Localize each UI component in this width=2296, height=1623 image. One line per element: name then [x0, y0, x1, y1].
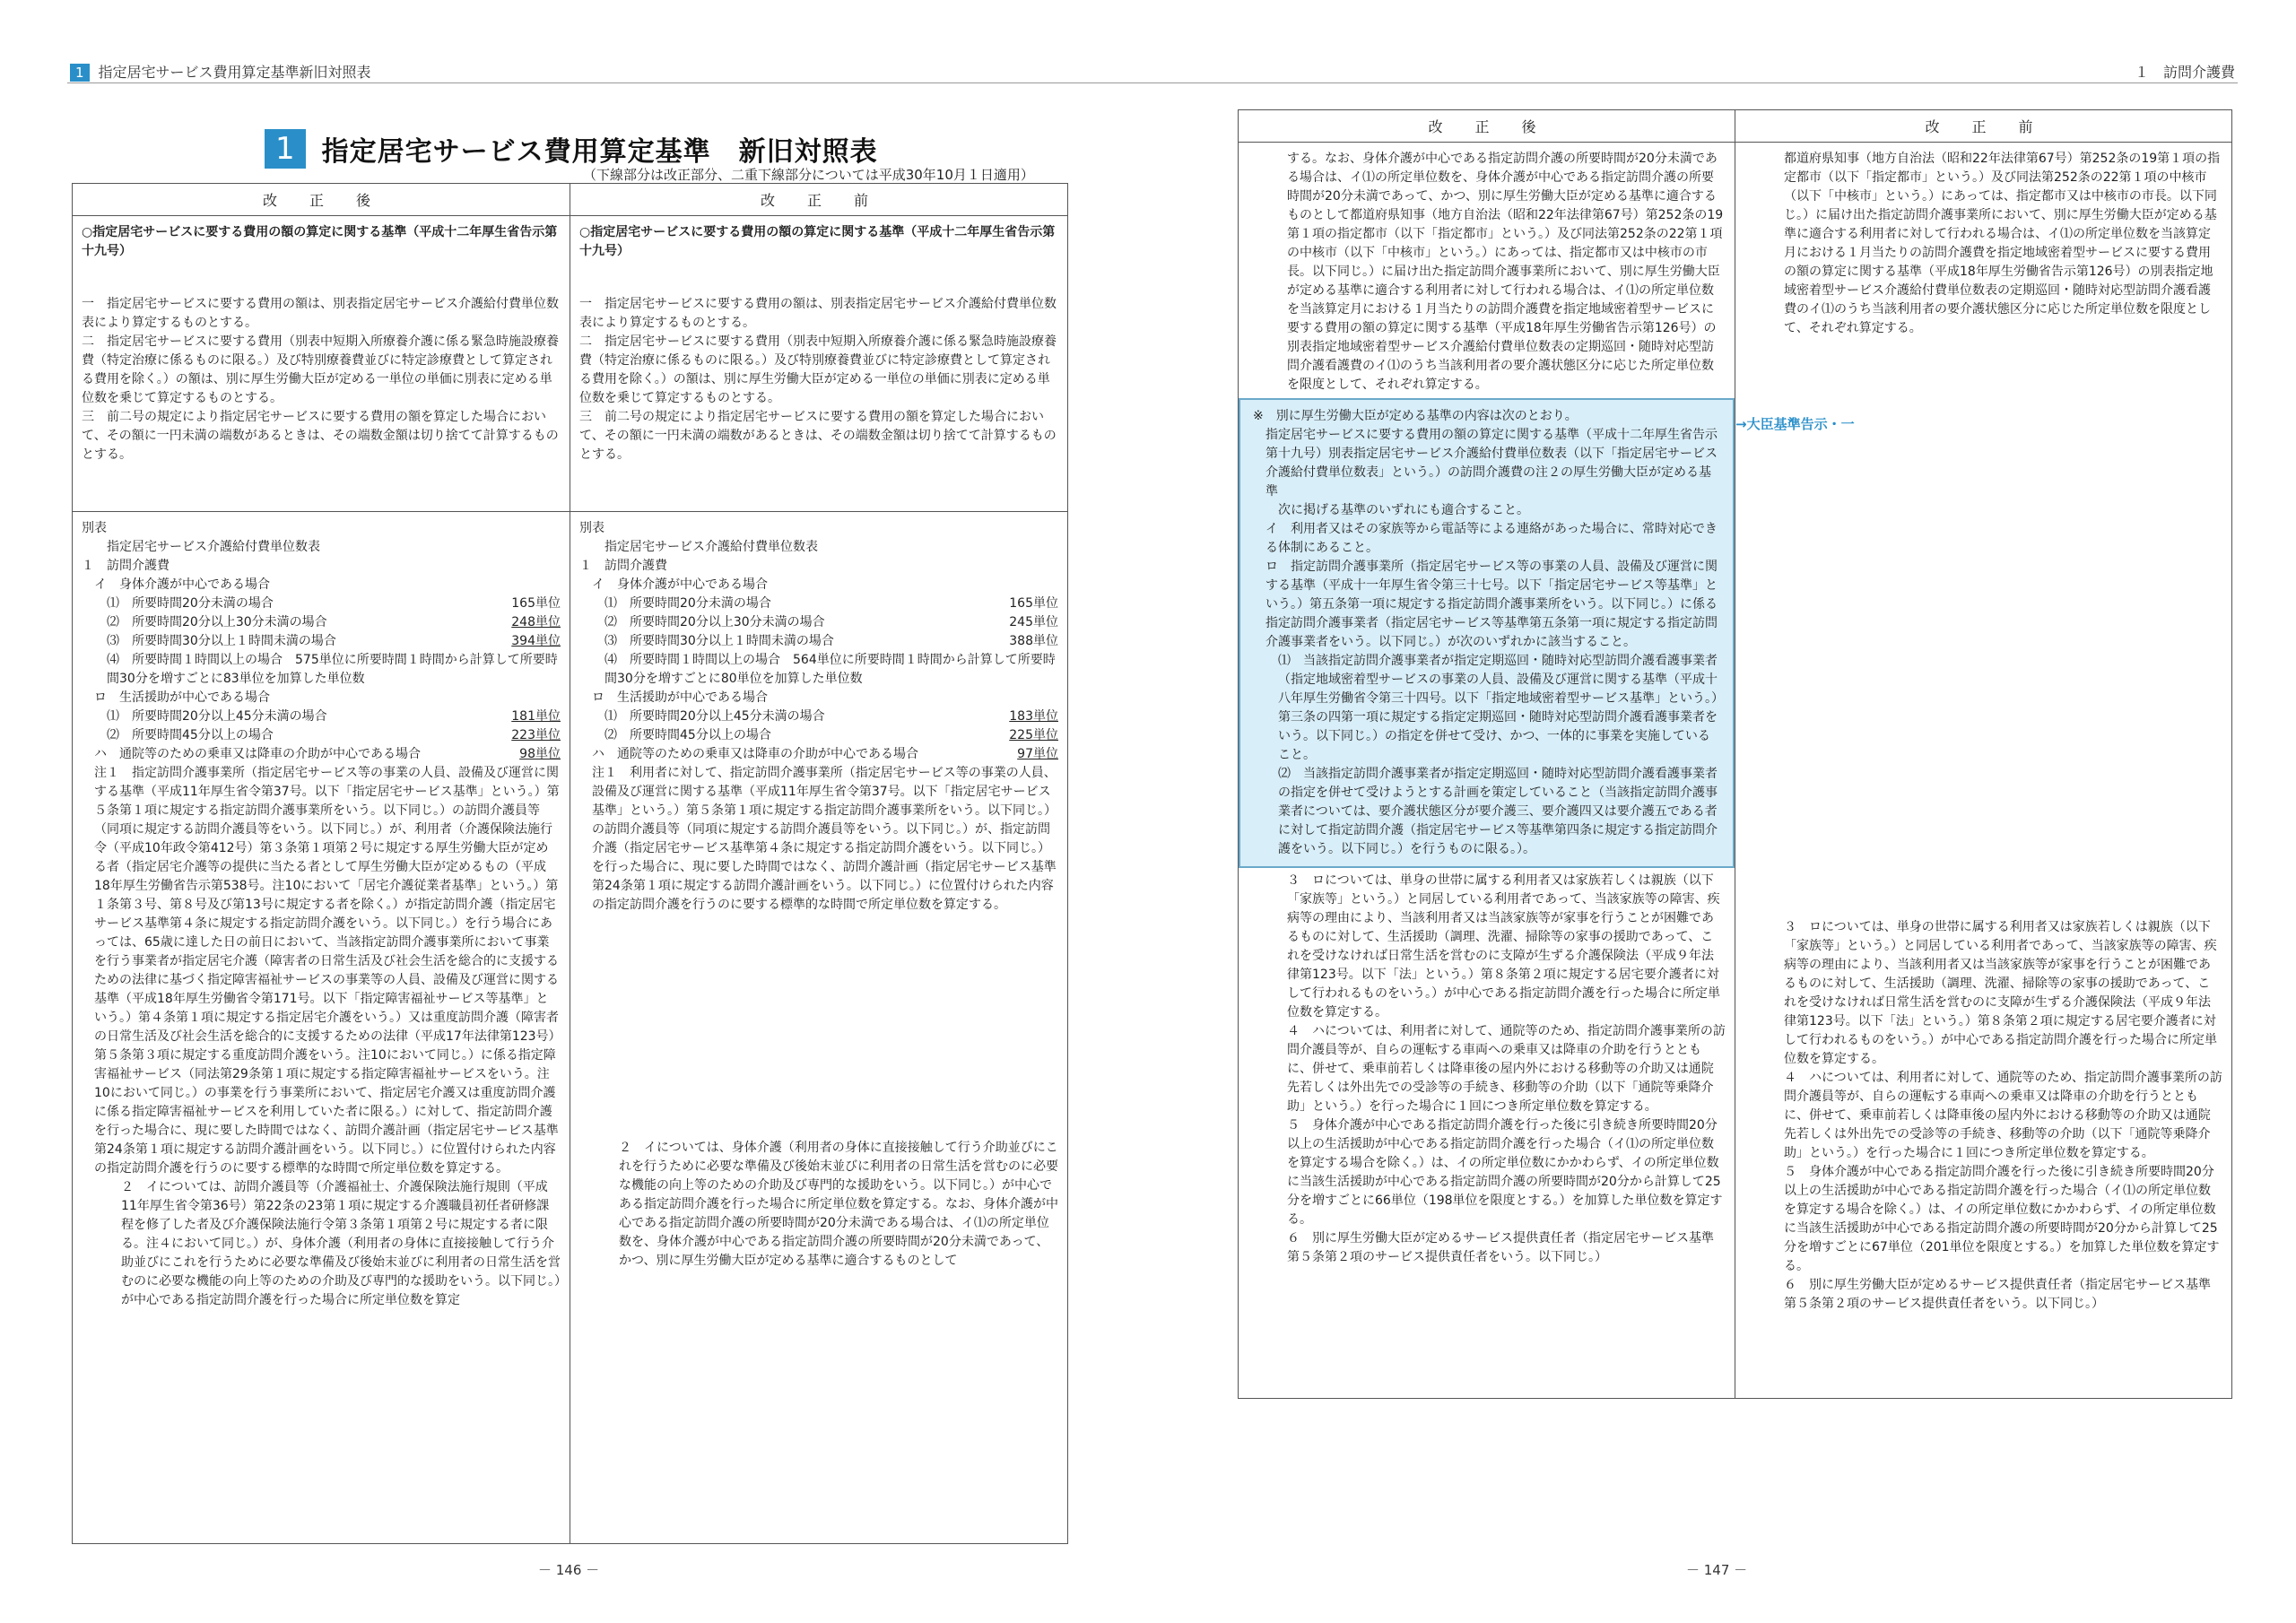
- col-header-before: 改 正 前: [570, 184, 1068, 216]
- page-title: [265, 129, 878, 169]
- unit-row: ⑴ 所要時間20分以上45分未満の場合 181単位: [107, 709, 561, 724]
- unit-row: ハ 通院等のための乗車又は降車の介助が中心である場合 98単位: [94, 747, 561, 761]
- box-line: 次に掲げる基準のいずれにも適合すること。: [1278, 503, 1529, 517]
- unit-row: ⑶ 所要時間30分以上１時間未満の場合 388単位: [604, 634, 1058, 648]
- underline-note: （下線部分は改正部分、二重下線部分については平成30年10月１日適用）: [583, 167, 1034, 183]
- box-line: ロ 指定訪問介護事業所（指定居宅サービス等の事業の人員、設備及び運営に関する基準（平成十一年厚生省令第三十七号。以下「指定居宅サービス等基準」という。）第五条第一項に規定する指定訪問介護事業所をいう。以下同じ。）に係る指定訪問介護事業者（指定居宅サービス等基準第五条第一項に規定する指定訪問介護事業者をいう。以下同じ。）が次のいずれかに該当すること。: [1265, 560, 1718, 649]
- rule-item: 二 指定居宅サービスに要する費用（別表中短期入所療養介護に係る緊急時施設療養費（特定治療に係るものに限る。）及び特別療養費並びに特定診療費として算定される費用を除く。）の額は、別に厚生労働大臣が定める一単位の単価に別表に定める単位数を乗じて算定するものとする。: [82, 334, 559, 405]
- unit-row: ⑴ 所要時間20分未満の場合 165単位: [604, 596, 1058, 611]
- col-header-before: 改 正 前: [1735, 110, 2232, 143]
- page-number-right: － 147 －: [1686, 1562, 1748, 1578]
- standard-heading: ○指定居宅サービスに要する費用の額の算定に関する基準（平成十二年厚生省告示第十九号）: [579, 225, 1056, 258]
- chapter-number-badge: 1: [70, 64, 90, 82]
- rule-item: 三 前二号の規定により指定居宅サービスに要する費用の額を算定した場合において、その額に一円未満の端数があるときは、その端数金額は切り捨てて計算するものとする。: [82, 410, 559, 462]
- rule-item: 一 指定居宅サービスに要する費用の額は、別表指定居宅サービス介護給付費単位数表により算定するものとする。: [82, 297, 559, 330]
- schedule-before-cell: [570, 512, 1067, 1543]
- title-text: 指定居宅サービス費用算定基準 新旧対照表: [321, 136, 878, 168]
- note-4: ４ ハについては、利用者に対して、通院等のため、指定訪問介護事業所の訪問介護員等が、自らの運転する車両への乗車又は降車の介助を行うとともに、併せて、乗車前若しくは降車後の屋内外における移動等の介助又は通院先若しくは外出先での受診等の手続き、移動等の介助（以下「通院等乗降介助」という。）を行った場合に１回につき所定単位数を算定する。: [1287, 1024, 1726, 1114]
- box-line: ⑴ 当該指定訪問介護事業者が指定定期巡回・随時対応型訪問介護看護事業者（指定地域密着型サービスの事業の人員、設備及び運営に関する基準（平成十八年厚生労働省令第三十四号。以下「指定地域密着型サービス基準」という。）第三条の四第一項に規定する指定定期巡回・随時対応型訪問介護看護事業者をいう。以下同じ。）の指定を併せて受け、かつ、一体的に事業を実施していること。: [1278, 654, 1718, 762]
- unit-row: ⑵ 所要時間45分以上の場合 225単位: [604, 728, 1058, 742]
- note-3: ３ ロについては、単身の世帯に属する利用者又は家族若しくは親族（以下「家族等」という。）と同居している利用者であって、当該家族等の障害、疾病等の理由により、当該利用者又は当該家族等が家事を行うことが困難であるものに対して、生活援助（調理、洗濯、掃除等の家事の援助であって、これを受けなければ日常生活を営むのに支障が生ずる介護保険法（平成９年法律第123号。以下「法」という。）第８条第２項に規定する居宅要介護者に対して行われるものをいう。）が中心である指定訪問介護を行った場合に所定単位数を算定する。: [1784, 920, 2217, 1066]
- rule-item: 二 指定居宅サービスに要する費用（別表中短期入所療養介護に係る緊急時施設療養費（特定治療に係るものに限る。）及び特別療養費並びに特定診療費として算定される費用を除く。）の額は、別に厚生労働大臣が定める一単位の単価に別表に定める単位数を乗じて算定するものとする。: [579, 334, 1057, 405]
- rules-before-cell: [570, 216, 1067, 472]
- right-page: [1148, 0, 2296, 1623]
- section-heading: １ 訪問介護費: [82, 559, 170, 573]
- note-5: ５ 身体介護が中心である指定訪問介護を行った後に引き続き所要時間20分以上の生活援助が中心である指定訪問介護を行った場合（イ⑴の所定単位数を算定する場合を除く。）は、イの所定単位数にかかわらず、イの所定単位数に当該生活援助が中心である指定訪問介護の所要時間が20分から計算して25分を増すごとに67単位（201単位を限度とする。）を加算した単位数を算定する。: [1784, 1165, 2220, 1273]
- unit-row-text: ⑷ 所要時間１時間以上の場合 575単位に所要時間１時間から計算して所要時間30分を増すごとに83単位を加算した単位数: [107, 653, 558, 686]
- comparison-table-right: [1238, 109, 2232, 1399]
- subsection-heading: イ 身体介護が中心である場合: [94, 577, 270, 592]
- col-header-after: 改 正 後: [73, 184, 570, 216]
- unit-row-text: ⑷ 所要時間１時間以上の場合 564単位に所要時間１時間から計算して所要時間30分を増すごとに80単位を加算した単位数: [604, 653, 1056, 686]
- rule-item: 一 指定居宅サービスに要する費用の額は、別表指定居宅サービス介護給付費単位数表により算定するものとする。: [579, 297, 1057, 330]
- unit-row: ⑵ 所要時間20分以上30分未満の場合 248単位: [107, 615, 561, 629]
- subsection-heading: イ 身体介護が中心である場合: [592, 577, 768, 592]
- box-line: イ 利用者又はその家族等から電話等による連絡があった場合に、常時対応できる体制にあること。: [1265, 522, 1718, 555]
- rule-item: 三 前二号の規定により指定居宅サービスに要する費用の額を算定した場合において、その額に一円未満の端数があるときは、その端数金額は切り捨てて計算するものとする。: [579, 410, 1057, 462]
- subsection-heading: ロ 生活援助が中心である場合: [592, 690, 768, 705]
- note-2: ２ イについては、訪問介護員等（介護福祉士、介護保険法施行規則（平成11年厚生省令第36号）第22条の23第１項に規定する介護職員初任者研修課程を修了した者及び介護保険法施行令第３条第１項第２号に規定する者に限る。注４において同じ。）が、身体介護（利用者の身体に直接接触して行う介助並びにこれを行うために必要な準備及び後始末並びに利用者の日常生活を営むのに必要な機能の向上等のための介助及び専門的な援助をいう。以下同じ。）が中心である指定訪問介護を行った場合に所定単位数を算定: [121, 1180, 561, 1307]
- running-head-text: 指定居宅サービス費用算定基準新旧対照表: [98, 64, 371, 81]
- note-6: ６ 別に厚生労働大臣が定めるサービス提供責任者（指定居宅サービス基準第５条第２項のサービス提供責任者をいう。以下同じ。）: [1287, 1231, 1714, 1264]
- right-after-cell: [1239, 143, 1735, 1398]
- schedule-label: 別表: [82, 521, 107, 535]
- box-line: 指定居宅サービスに要する費用の額の算定に関する基準（平成十二年厚生省告示第十九号）別表指定居宅サービス介護給付費単位数表（以下「指定居宅サービス介護給付費単位数表」という。）の訪問介護費の注２の厚生労働大臣が定める基準: [1265, 428, 1718, 499]
- note-4: ４ ハについては、利用者に対して、通院等のため、指定訪問介護事業所の訪問介護員等が、自らの運転する車両への乗車又は降車の介助を行うとともに、併せて、乗車前若しくは降車後の屋内外における移動等の介助又は通院先若しくは外出先での受診等の手続き、移動等の介助（以下「通院等乗降介助」という。）を行った場合に１回につき所定単位数を算定する。: [1784, 1071, 2222, 1160]
- unit-row: ⑵ 所要時間20分以上30分未満の場合 245単位: [604, 615, 1058, 629]
- continued-text: 都道府県知事（地方自治法（昭和22年法律第67号）第252条の19第１項の指定都市（以下「指定都市」という。）及び同法第252条の22第１項の中核市（以下「中核市」という。）にあっては、指定都市又は中核市の市長。以下同じ。）に届け出た指定訪問介護事業所において、別に厚生労働大臣が定める基準に適合する利用者に対して行われる場合は、イ⑴の所定単位数を当該算定月における１月当たりの訪問介護費を指定地域密着型サービスに要する費用の額の算定に関する基準（平成18年厚生労働省告示第126号）の別表指定地域密着型サービス介護給付費単位数表の定期巡回・随時対応型訪問介護看護費のイ⑴のうち当該利用者の要介護状態区分に応じた所定単位数を限度として、それぞれ算定する。: [1784, 152, 2221, 335]
- col-header-after: 改 正 後: [1239, 110, 1735, 143]
- note-2: ２ イについては、身体介護（利用者の身体に直接接触して行う介助並びにこれを行うために必要な準備及び後始末並びに利用者の日常生活を営むのに必要な機能の向上等のための介助及び専門的な援助をいう。以下同じ。）が中心である指定訪問介護を行った場合に所定単位数を算定する。なお、身体介護が中心である指定訪問介護の所要時間が20分未満である場合は、イ⑴の所定単位数を、身体介護が中心である指定訪問介護の所要時間が20分未満であって、かつ、別に厚生労働大臣が定める基準に適合するものとして: [619, 1141, 1058, 1268]
- rules-after-cell: [73, 216, 570, 472]
- note-6: ６ 別に厚生労働大臣が定めるサービス提供責任者（指定居宅サービス基準第５条第２項のサービス提供責任者をいう。以下同じ。）: [1784, 1278, 2211, 1311]
- section-heading: １ 訪問介護費: [579, 559, 667, 573]
- title-number-badge: 1: [265, 129, 306, 169]
- note-5: ５ 身体介護が中心である指定訪問介護を行った後に引き続き所要時間20分以上の生活援助が中心である指定訪問介護を行った場合（イ⑴の所定単位数を算定する場合を除く。）は、イの所定単位数にかかわらず、イの所定単位数に当該生活援助が中心である指定訪問介護の所要時間が20分から計算して25分を増すごとに66単位（198単位を限度とする。）を加算した単位数を算定する。: [1287, 1118, 1723, 1227]
- running-head-left: [70, 61, 371, 82]
- comparison-table-left: [72, 183, 1068, 1544]
- note-1: 注１ 指定訪問介護事業所（指定居宅サービス等の事業の人員、設備及び運営に関する基準（平成11年厚生省令第37号。以下「指定居宅サービス基準」という。）第５条第１項に規定する指定訪問介護事業所をいう。以下同じ。）の訪問介護員等（同項に規定する訪問介護員等をいう。以下同じ。）が、利用者（介護保険法施行令（平成10年政令第412号）第３条第１項第２号に規定する厚生労働大臣が定める者（指定居宅介護等の提供に当たる者として厚生労働大臣が定めるもの（平成18年厚生労働省告示第538号。注10において「居宅介護従業者基準」という。）第１条第３号、第８号及び第13号に規定する者を除く。）が指定訪問介護（指定居宅サービス基準第４条に規定する指定訪問介護をいう。以下同じ。）を行う場合にあっては、65歳に達した日の前日において、当該指定訪問介護事業所において事業を行う事業者が指定居宅介護（障害者の日常生活及び社会生活を総合的に支援するための法律に基づく指定障害福祉サービスの事業等の人員、設備及び運営に関する基準（平成18年厚生労働省令第171号。以下「指定障害福祉サービス等基準」という。）第４条第１項に規定する指定居宅介護をいう。）又は重度訪問介護（障害者の日常生活及び社会生活を総合的に支援するための法律（平成17年法律第123号）第５条第３項に規定する重度訪問介護をいう。注10において同じ。）に係る指定障害福祉サービス（同法第29条第１項に規定する指定障害福祉サービスをいう。注10において同じ。）の事業を行う事業所において、指定居宅介護又は重度訪問介護に係る指定障害福祉サービスを利用していた者に限る。）に対して、指定訪問介護を行った場合に、現に要した時間ではなく、訪問介護計画（指定居宅サービス基準第24条第１項に規定する訪問介護計画をいう。以下同じ。）に位置付けられた内容の指定訪問介護を行うのに要する標準的な時間で所定単位数を算定する。: [94, 766, 560, 1176]
- page-number-left: － 146 －: [538, 1562, 600, 1578]
- schedule-after-cell: [73, 512, 570, 1543]
- ministerial-standard-box: [1239, 398, 1735, 868]
- unit-row: ⑴ 所要時間20分未満の場合 165単位: [107, 596, 561, 611]
- unit-row: ⑴ 所要時間20分以上45分未満の場合 183単位: [604, 709, 1058, 724]
- schedule-title: 指定居宅サービス介護給付費単位数表: [604, 540, 818, 554]
- running-head-right: １ 訪問介護費: [2134, 64, 2235, 81]
- cross-reference-arrow: →大臣基準告示・一: [1735, 416, 1855, 432]
- unit-row: ハ 通院等のための乗車又は降車の介助が中心である場合 97単位: [592, 747, 1058, 761]
- unit-row: ⑵ 所要時間45分以上の場合 223単位: [107, 728, 561, 742]
- subsection-heading: ロ 生活援助が中心である場合: [94, 690, 270, 705]
- schedule-title: 指定居宅サービス介護給付費単位数表: [107, 540, 320, 554]
- schedule-label: 別表: [579, 521, 604, 535]
- right-before-cell: [1735, 143, 2231, 1398]
- continued-text: する。なお、身体介護が中心である指定訪問介護の所要時間が20分未満である場合は、イ⑴の所定単位数を、身体介護が中心である指定訪問介護の所要時間が20分未満であって、かつ、別に厚生労働大臣が定める基準に適合するものとして都道府県知事（地方自治法（昭和22年法律第67号）第252条の19第１項の指定都市（以下「指定都市」という。）及び同法第252条の22第１項の中核市（以下「中核市」という。）にあっては、指定都市又は中核市の市長。以下同じ。）に届け出た指定訪問介護事業所において、別に厚生労働大臣が定める基準に適合する利用者に対して行われる場合は、イ⑴の所定単位数を当該算定月における１月当たりの訪問介護費を指定地域密着型サービスに要する費用の額の算定に関する基準（平成18年厚生労働省告示第126号）の別表指定地域密着型サービス介護給付費単位数表の定期巡回・随時対応型訪問介護看護費のイ⑴のうち当該利用者の要介護状態区分に応じた所定単位数を限度として、それぞれ算定する。: [1287, 152, 1724, 392]
- standard-heading: ○指定居宅サービスに要する費用の額の算定に関する基準（平成十二年厚生省告示第十九号）: [82, 225, 558, 258]
- note-3: ３ ロについては、単身の世帯に属する利用者又は家族若しくは親族（以下「家族等」という。）と同居している利用者であって、当該家族等の障害、疾病等の理由により、当該利用者又は当該家族等が家事を行うことが困難であるものに対して、生活援助（調理、洗濯、掃除等の家事の援助であって、これを受けなければ日常生活を営むのに支障が生ずる介護保険法（平成９年法律第123号。以下「法」という。）第８条第２項に規定する居宅要介護者に対して行われるものをいう。）が中心である指定訪問介護を行った場合に所定単位数を算定する。: [1287, 873, 1720, 1020]
- box-line: ⑵ 当該指定訪問介護事業者が指定定期巡回・随時対応型訪問介護看護事業者の指定を併せて受けようとする計画を策定していること（当該指定訪問介護事業者については、要介護状態区分が要介護三、要介護四又は要介護五である者に対して指定訪問介護（指定居宅サービス等基準第四条に規定する指定訪問介護をいう。以下同じ。）を行うものに限る。）。: [1278, 767, 1718, 856]
- note-1: 注１ 利用者に対して、指定訪問介護事業所（指定居宅サービス等の事業の人員、設備及び運営に関する基準（平成11年厚生省令第37号。以下「指定居宅サービス基準」という。）第５条第１項に規定する指定訪問介護事業所をいう。以下同じ。）の訪問介護員等（同項に規定する訪問介護員等をいう。以下同じ。）が、指定訪問介護（指定居宅サービス基準第４条に規定する指定訪問介護をいう。以下同じ。）を行った場合に、現に要した時間ではなく、訪問介護計画（指定居宅サービス基準第24条第１項に規定する訪問介護計画をいう。以下同じ。）に位置付けられた内容の指定訪問介護を行うのに要する標準的な時間で所定単位数を算定する。: [592, 766, 1057, 912]
- unit-row: ⑶ 所要時間30分以上１時間未満の場合 394単位: [107, 634, 561, 648]
- box-line: ※ 別に厚生労働大臣が定める基準の内容は次のとおり。: [1253, 409, 1578, 423]
